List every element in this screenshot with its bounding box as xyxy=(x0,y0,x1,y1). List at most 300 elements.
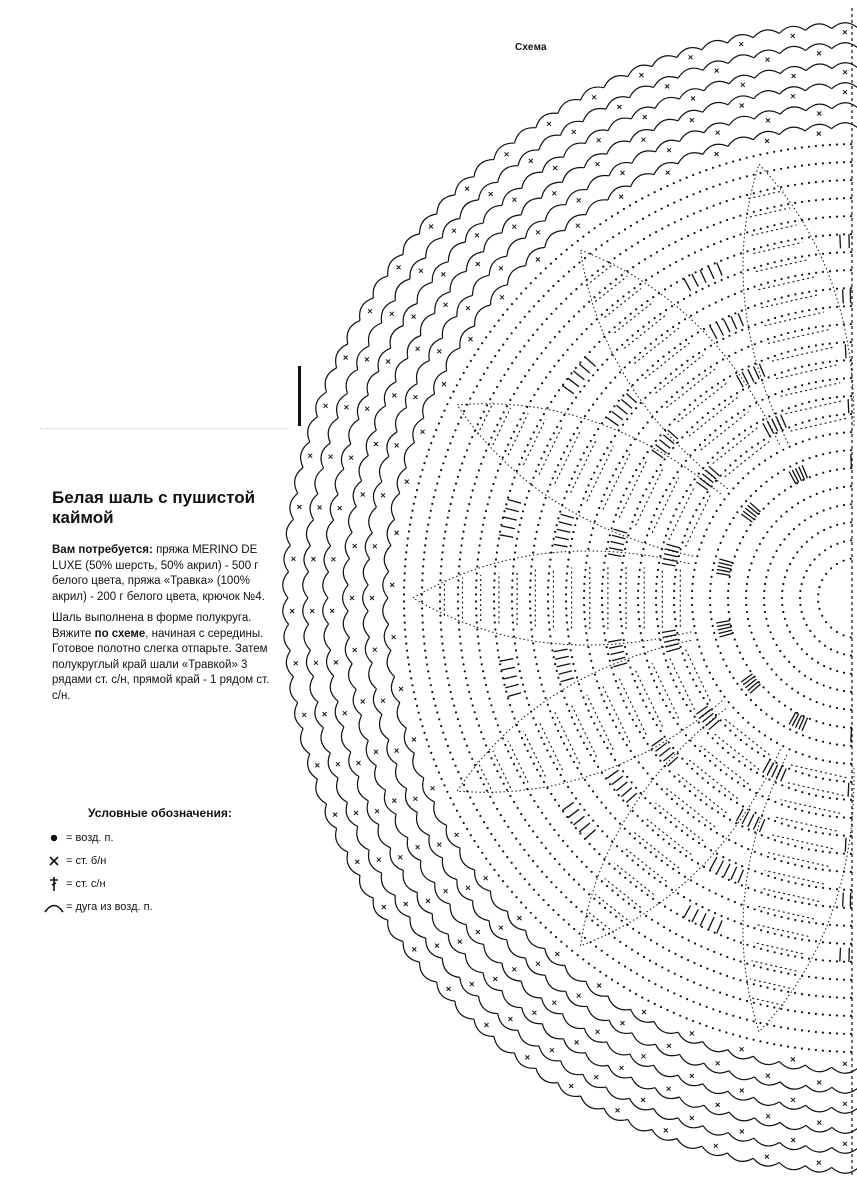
double-crochet-mark xyxy=(845,838,846,852)
chain-stitch-mark xyxy=(514,551,516,553)
chain-stitch-mark xyxy=(656,686,658,688)
chain-arch-mark xyxy=(363,585,369,611)
chain-stitch-mark xyxy=(822,343,824,345)
chain-stitch-mark xyxy=(709,672,711,674)
chain-stitch-mark xyxy=(511,832,513,834)
chain-stitch-mark xyxy=(784,489,786,491)
chain-stitch-mark xyxy=(442,462,444,464)
chain-stitch-mark xyxy=(722,658,724,660)
chain-arch-mark xyxy=(631,174,654,187)
chain-stitch-mark xyxy=(686,834,688,836)
chain-stitch-mark xyxy=(801,884,803,886)
chain-stitch-mark xyxy=(717,742,719,744)
chain-stitch-mark xyxy=(823,665,825,667)
chain-arch-mark xyxy=(367,801,379,825)
chain-stitch-mark xyxy=(808,1012,810,1014)
chain-stitch-mark xyxy=(731,417,733,419)
chain-stitch-mark xyxy=(713,205,715,207)
chain-stitch-mark xyxy=(675,625,677,627)
chain-arch-mark xyxy=(564,143,586,157)
chain-stitch-mark xyxy=(700,799,702,801)
petal-row-mark xyxy=(749,191,784,199)
chain-arch-mark xyxy=(365,637,372,663)
chain-stitch-mark xyxy=(836,378,838,380)
chain-stitch-mark xyxy=(798,670,800,672)
chain-stitch-mark xyxy=(802,753,804,755)
single-crochet-mark xyxy=(843,70,847,74)
single-crochet-mark xyxy=(642,138,646,142)
chain-stitch-mark xyxy=(843,305,845,307)
chain-stitch-mark xyxy=(711,387,713,389)
chain-stitch-mark xyxy=(720,542,722,544)
chain-stitch-mark xyxy=(617,687,619,689)
chain-stitch-mark xyxy=(630,750,632,752)
chain-stitch-mark xyxy=(671,305,673,307)
chain-stitch-mark xyxy=(641,996,643,998)
petal-row-mark xyxy=(678,383,727,422)
chain-arch-mark xyxy=(353,689,361,715)
chain-stitch-mark xyxy=(801,810,803,812)
chain-stitch-mark xyxy=(464,670,466,672)
chain-stitch-mark xyxy=(517,531,519,533)
chain-arch-mark xyxy=(395,895,410,917)
chain-stitch-mark xyxy=(824,549,826,551)
chain-stitch-mark xyxy=(667,989,669,991)
chain-stitch-mark xyxy=(410,677,412,679)
petal-row-mark xyxy=(765,870,824,884)
chain-arch-mark xyxy=(729,75,754,84)
chain-stitch-mark xyxy=(682,496,684,498)
chain-stitch-mark xyxy=(543,690,545,692)
chain-stitch-mark xyxy=(689,740,691,742)
chain-stitch-mark xyxy=(733,255,735,257)
chain-stitch-mark xyxy=(741,310,743,312)
chain-stitch-mark xyxy=(612,719,614,721)
chain-arch-mark xyxy=(336,828,348,852)
double-crochet-mark xyxy=(503,676,517,679)
chain-stitch-mark xyxy=(618,462,620,464)
chain-stitch-mark xyxy=(567,845,569,847)
chain-stitch-mark xyxy=(459,725,461,727)
chain-stitch-mark xyxy=(511,614,513,616)
chain-stitch-mark xyxy=(639,352,641,354)
chain-stitch-mark xyxy=(470,360,472,362)
chain-stitch-mark xyxy=(647,194,649,196)
chain-stitch-mark xyxy=(452,758,454,760)
chain-stitch-mark xyxy=(808,438,810,440)
chain-stitch-mark xyxy=(806,570,808,572)
chain-stitch-mark xyxy=(635,407,637,409)
chain-stitch-mark xyxy=(680,646,682,648)
chain-stitch-mark xyxy=(689,899,691,901)
chain-stitch-mark xyxy=(815,1013,817,1015)
chain-stitch-mark xyxy=(626,270,628,272)
chain-stitch-mark xyxy=(753,267,755,269)
chain-stitch-mark xyxy=(609,783,611,785)
chain-arch-mark xyxy=(484,233,502,252)
chain-stitch-mark xyxy=(445,456,447,458)
chain-stitch-mark xyxy=(642,699,644,701)
chain-stitch-mark xyxy=(606,309,608,311)
chain-stitch-mark xyxy=(507,697,509,699)
chain-stitch-mark xyxy=(696,639,698,641)
chain-stitch-mark xyxy=(802,734,804,736)
chain-stitch-mark xyxy=(442,732,444,734)
chain-stitch-mark xyxy=(592,667,594,669)
single-crochet-mark xyxy=(374,750,378,754)
chain-arch-mark xyxy=(368,850,381,873)
chain-stitch-mark xyxy=(409,670,411,672)
double-crochet-mark xyxy=(557,664,571,667)
chain-stitch-mark xyxy=(818,640,820,642)
chain-stitch-mark xyxy=(787,843,789,845)
chain-stitch-mark xyxy=(822,180,824,182)
chain-stitch-mark xyxy=(554,336,556,338)
single-crochet-mark xyxy=(493,977,497,981)
chain-stitch-mark xyxy=(843,504,845,506)
chain-stitch-mark xyxy=(661,860,663,862)
chain-stitch-mark xyxy=(829,761,831,763)
chain-stitch-mark xyxy=(618,962,620,964)
single-crochet-mark xyxy=(435,944,439,948)
single-crochet-mark xyxy=(353,648,357,652)
chain-stitch-mark xyxy=(736,511,738,513)
chain-stitch-mark xyxy=(822,416,824,418)
chain-arch-mark xyxy=(357,827,369,851)
chain-stitch-mark xyxy=(790,708,792,710)
chain-stitch-mark xyxy=(774,298,776,300)
chain-stitch-mark xyxy=(713,970,715,972)
chain-stitch-mark xyxy=(796,643,798,645)
chain-stitch-mark xyxy=(441,643,443,645)
chain-arch-mark xyxy=(628,65,652,76)
chain-stitch-mark xyxy=(522,510,524,512)
chain-stitch-mark xyxy=(597,924,599,926)
chain-stitch-mark xyxy=(775,432,777,434)
chain-arch-mark xyxy=(395,814,408,838)
chain-stitch-mark xyxy=(692,1020,694,1022)
chain-arch-mark xyxy=(367,371,379,395)
chain-stitch-mark xyxy=(673,418,675,420)
petal-row-mark xyxy=(785,782,843,795)
chain-stitch-mark xyxy=(794,919,796,921)
chain-stitch-mark xyxy=(808,182,810,184)
chain-stitch-mark xyxy=(709,760,711,762)
chain-stitch-mark xyxy=(822,959,824,961)
chain-arch-mark xyxy=(779,26,805,33)
chain-stitch-mark xyxy=(822,759,824,761)
chain-stitch-mark xyxy=(751,446,753,448)
double-crochet-mark xyxy=(585,357,596,366)
chain-stitch-mark xyxy=(644,258,646,260)
single-crochet-mark xyxy=(547,122,551,126)
chain-stitch-mark xyxy=(654,211,656,213)
chain-stitch-mark xyxy=(829,815,831,817)
chain-stitch-mark xyxy=(493,614,495,616)
chain-arch-mark xyxy=(460,326,475,348)
chain-stitch-mark xyxy=(734,274,736,276)
chain-stitch-mark xyxy=(407,537,409,539)
chain-stitch-mark xyxy=(591,323,593,325)
chain-stitch-mark xyxy=(843,359,845,361)
double-crochet-mark xyxy=(692,274,698,287)
chain-stitch-mark xyxy=(836,432,838,434)
chain-stitch-mark xyxy=(655,231,657,233)
chain-arch-mark xyxy=(780,1102,806,1109)
chain-stitch-mark xyxy=(801,920,803,922)
chain-stitch-mark xyxy=(605,416,607,418)
double-crochet-mark xyxy=(737,375,744,387)
chain-arch-mark xyxy=(655,97,679,108)
chain-stitch-mark xyxy=(606,447,608,449)
chain-stitch-mark xyxy=(771,668,773,670)
chain-stitch-mark xyxy=(518,463,520,465)
chain-stitch-mark xyxy=(660,188,662,190)
chain-stitch-mark xyxy=(636,508,638,510)
chain-stitch-mark xyxy=(566,703,568,705)
double-crochet-mark xyxy=(609,646,623,649)
chain-stitch-mark xyxy=(493,607,495,609)
chain-arch-mark xyxy=(489,921,507,940)
chain-arch-mark xyxy=(806,84,832,91)
chain-stitch-mark xyxy=(433,435,435,437)
chain-stitch-mark xyxy=(621,850,623,852)
chain-stitch-mark xyxy=(454,765,456,767)
chain-stitch-mark xyxy=(780,334,782,336)
chain-arch-mark xyxy=(397,703,406,729)
chain-stitch-mark xyxy=(843,450,845,452)
chain-stitch-mark xyxy=(742,805,744,807)
chain-stitch-mark xyxy=(601,597,603,599)
chain-arch-mark xyxy=(448,242,465,262)
chain-stitch-mark xyxy=(724,794,726,796)
chain-stitch-mark xyxy=(507,497,509,499)
chain-stitch-mark xyxy=(463,822,465,824)
chain-stitch-mark xyxy=(677,723,679,725)
chain-stitch-mark xyxy=(836,707,838,709)
chain-stitch-mark xyxy=(762,537,764,539)
chain-stitch-mark xyxy=(524,316,526,318)
chain-stitch-mark xyxy=(577,465,579,467)
single-crochet-mark xyxy=(484,876,488,880)
petal-row-mark xyxy=(689,760,738,799)
chain-stitch-mark xyxy=(822,941,824,943)
chain-arch-mark xyxy=(475,870,491,891)
single-crochet-mark xyxy=(766,58,770,62)
chain-stitch-mark xyxy=(655,338,657,340)
chain-stitch-mark xyxy=(675,261,677,263)
chain-stitch-mark xyxy=(500,814,502,816)
single-crochet-mark xyxy=(329,455,333,459)
chain-stitch-mark xyxy=(776,452,778,454)
double-crochet-mark xyxy=(716,573,730,575)
chain-stitch-mark xyxy=(421,600,423,602)
chain-stitch-mark xyxy=(476,385,478,387)
single-crochet-mark xyxy=(532,1011,536,1015)
chain-stitch-mark xyxy=(712,167,714,169)
chain-stitch-mark xyxy=(629,990,631,992)
single-crochet-mark xyxy=(555,952,559,956)
chain-stitch-mark xyxy=(667,528,669,530)
chain-stitch-mark xyxy=(765,481,767,483)
double-crochet-icon xyxy=(42,876,66,892)
chain-stitch-mark xyxy=(781,410,783,412)
chain-stitch-mark xyxy=(654,191,656,193)
chain-stitch-mark xyxy=(567,565,569,567)
chain-stitch-mark xyxy=(630,225,632,227)
chain-stitch-mark xyxy=(506,405,508,407)
double-crochet-mark xyxy=(561,678,574,682)
chain-stitch-mark xyxy=(818,608,820,610)
single-crochet-mark xyxy=(412,315,416,319)
chain-arch-mark xyxy=(631,107,655,119)
chain-stitch-mark xyxy=(624,646,626,648)
double-crochet-mark xyxy=(743,677,754,685)
chain-stitch-mark xyxy=(409,524,411,526)
petal-outline-mark xyxy=(743,164,854,443)
instructions-rest: , начиная с середины. Готовое полотно слегка отпарьте. Затем полукруглый край шали «Травкой» 3 рядами ст. с/н, прямой край - 1 рядом ст. с/н. xyxy=(52,627,270,702)
chain-stitch-mark xyxy=(769,759,771,761)
chain-stitch-mark xyxy=(703,697,705,699)
materials-paragraph xyxy=(52,543,274,605)
chain-stitch-mark xyxy=(639,693,641,695)
chain-stitch-mark xyxy=(638,618,640,620)
chain-stitch-mark xyxy=(733,217,735,219)
chain-stitch-mark xyxy=(719,1011,721,1013)
chain-stitch-mark xyxy=(647,743,649,745)
single-crochet-mark xyxy=(592,95,596,99)
chain-stitch-mark xyxy=(587,646,589,648)
chain-stitch-mark xyxy=(468,691,470,693)
chain-stitch-mark xyxy=(674,847,676,849)
chain-stitch-mark xyxy=(795,789,797,791)
chain-stitch-mark xyxy=(794,312,796,314)
chain-stitch-mark xyxy=(843,522,845,524)
chain-stitch-mark xyxy=(654,1003,656,1005)
single-crochet-mark xyxy=(386,360,390,364)
chain-stitch-mark xyxy=(747,848,749,850)
chain-arch-mark xyxy=(363,611,369,637)
chain-stitch-mark xyxy=(404,629,406,631)
chain-stitch-mark xyxy=(639,569,641,571)
chain-stitch-mark xyxy=(747,925,749,927)
single-crochet-mark xyxy=(416,347,420,351)
chain-stitch-mark xyxy=(614,326,616,328)
chain-stitch-mark xyxy=(734,555,736,557)
chain-stitch-mark xyxy=(554,858,556,860)
chain-stitch-mark xyxy=(573,928,575,930)
chain-stitch-mark xyxy=(441,416,443,418)
chain-stitch-mark xyxy=(755,382,757,384)
chain-stitch-mark xyxy=(601,590,603,592)
article-title: Белая шаль с пушистой каймой xyxy=(52,488,256,527)
chain-stitch-mark xyxy=(677,301,679,303)
chain-stitch-mark xyxy=(480,417,482,419)
chain-stitch-mark xyxy=(550,931,552,933)
petal-row-mark xyxy=(776,365,837,379)
chain-stitch-mark xyxy=(506,308,508,310)
chain-stitch-mark xyxy=(679,851,681,853)
chain-stitch-mark xyxy=(764,611,766,613)
chain-stitch-mark xyxy=(808,146,810,148)
chain-stitch-mark xyxy=(822,198,824,200)
chain-stitch-mark xyxy=(760,853,762,855)
double-crochet-mark xyxy=(743,511,754,519)
chain-stitch-mark xyxy=(584,618,586,620)
chain-stitch-mark xyxy=(659,760,661,762)
chain-stitch-mark xyxy=(789,631,791,633)
chain-stitch-mark xyxy=(611,304,613,306)
chain-stitch-mark xyxy=(635,201,637,203)
chain-stitch-mark xyxy=(808,254,810,256)
chain-stitch-mark xyxy=(780,1044,782,1046)
chain-stitch-mark xyxy=(436,711,438,713)
chain-stitch-mark xyxy=(843,395,845,397)
single-crochet-mark xyxy=(572,130,576,134)
chain-stitch-mark xyxy=(776,550,778,552)
chain-stitch-mark xyxy=(735,862,737,864)
chain-stitch-mark xyxy=(704,348,706,350)
chain-stitch-mark xyxy=(531,558,533,560)
chain-arch-mark xyxy=(632,1033,655,1045)
chain-stitch-mark xyxy=(490,757,492,759)
chain-arch-mark xyxy=(609,163,632,176)
chain-stitch-mark xyxy=(502,314,504,316)
chain-stitch-mark xyxy=(657,360,659,362)
chain-stitch-mark xyxy=(756,549,758,551)
chain-stitch-mark xyxy=(609,382,611,384)
chain-stitch-mark xyxy=(668,453,670,455)
chain-stitch-mark xyxy=(511,332,513,334)
chain-stitch-mark xyxy=(540,272,542,274)
chain-arch-mark xyxy=(805,124,831,131)
chain-stitch-mark xyxy=(636,221,638,223)
chain-stitch-mark xyxy=(674,347,676,349)
chain-stitch-mark xyxy=(815,145,817,147)
chain-stitch-mark xyxy=(573,266,575,268)
chain-stitch-mark xyxy=(588,380,590,382)
chain-stitch-mark xyxy=(584,576,586,578)
chain-stitch-mark xyxy=(780,204,782,206)
chain-stitch-mark xyxy=(574,670,576,672)
chain-stitch-mark xyxy=(513,801,515,803)
chain-stitch-mark xyxy=(795,462,797,464)
single-crochet-mark xyxy=(355,860,359,864)
chain-stitch-mark xyxy=(496,424,498,426)
chain-arch-mark xyxy=(581,1096,604,1109)
chain-arch-mark xyxy=(805,1065,831,1072)
chain-stitch-mark xyxy=(580,421,582,423)
chain-stitch-mark xyxy=(786,569,788,571)
chain-stitch-mark xyxy=(829,216,831,218)
chain-stitch-mark xyxy=(423,636,425,638)
chain-stitch-mark xyxy=(822,977,824,979)
chain-stitch-mark xyxy=(658,632,660,634)
chain-stitch-mark xyxy=(431,691,433,693)
chain-stitch-mark xyxy=(695,685,697,687)
chain-stitch-mark xyxy=(602,576,604,578)
chain-stitch-mark xyxy=(663,541,665,543)
chain-stitch-mark xyxy=(520,292,522,294)
chain-stitch-mark xyxy=(639,731,641,733)
single-crochet-mark xyxy=(550,1048,554,1052)
chain-stitch-mark xyxy=(696,555,698,557)
chain-stitch-mark xyxy=(440,725,442,727)
chain-arch-mark xyxy=(349,419,359,444)
chain-stitch-mark xyxy=(780,223,782,225)
chain-stitch-mark xyxy=(515,356,517,358)
chain-stitch-mark xyxy=(695,903,697,905)
